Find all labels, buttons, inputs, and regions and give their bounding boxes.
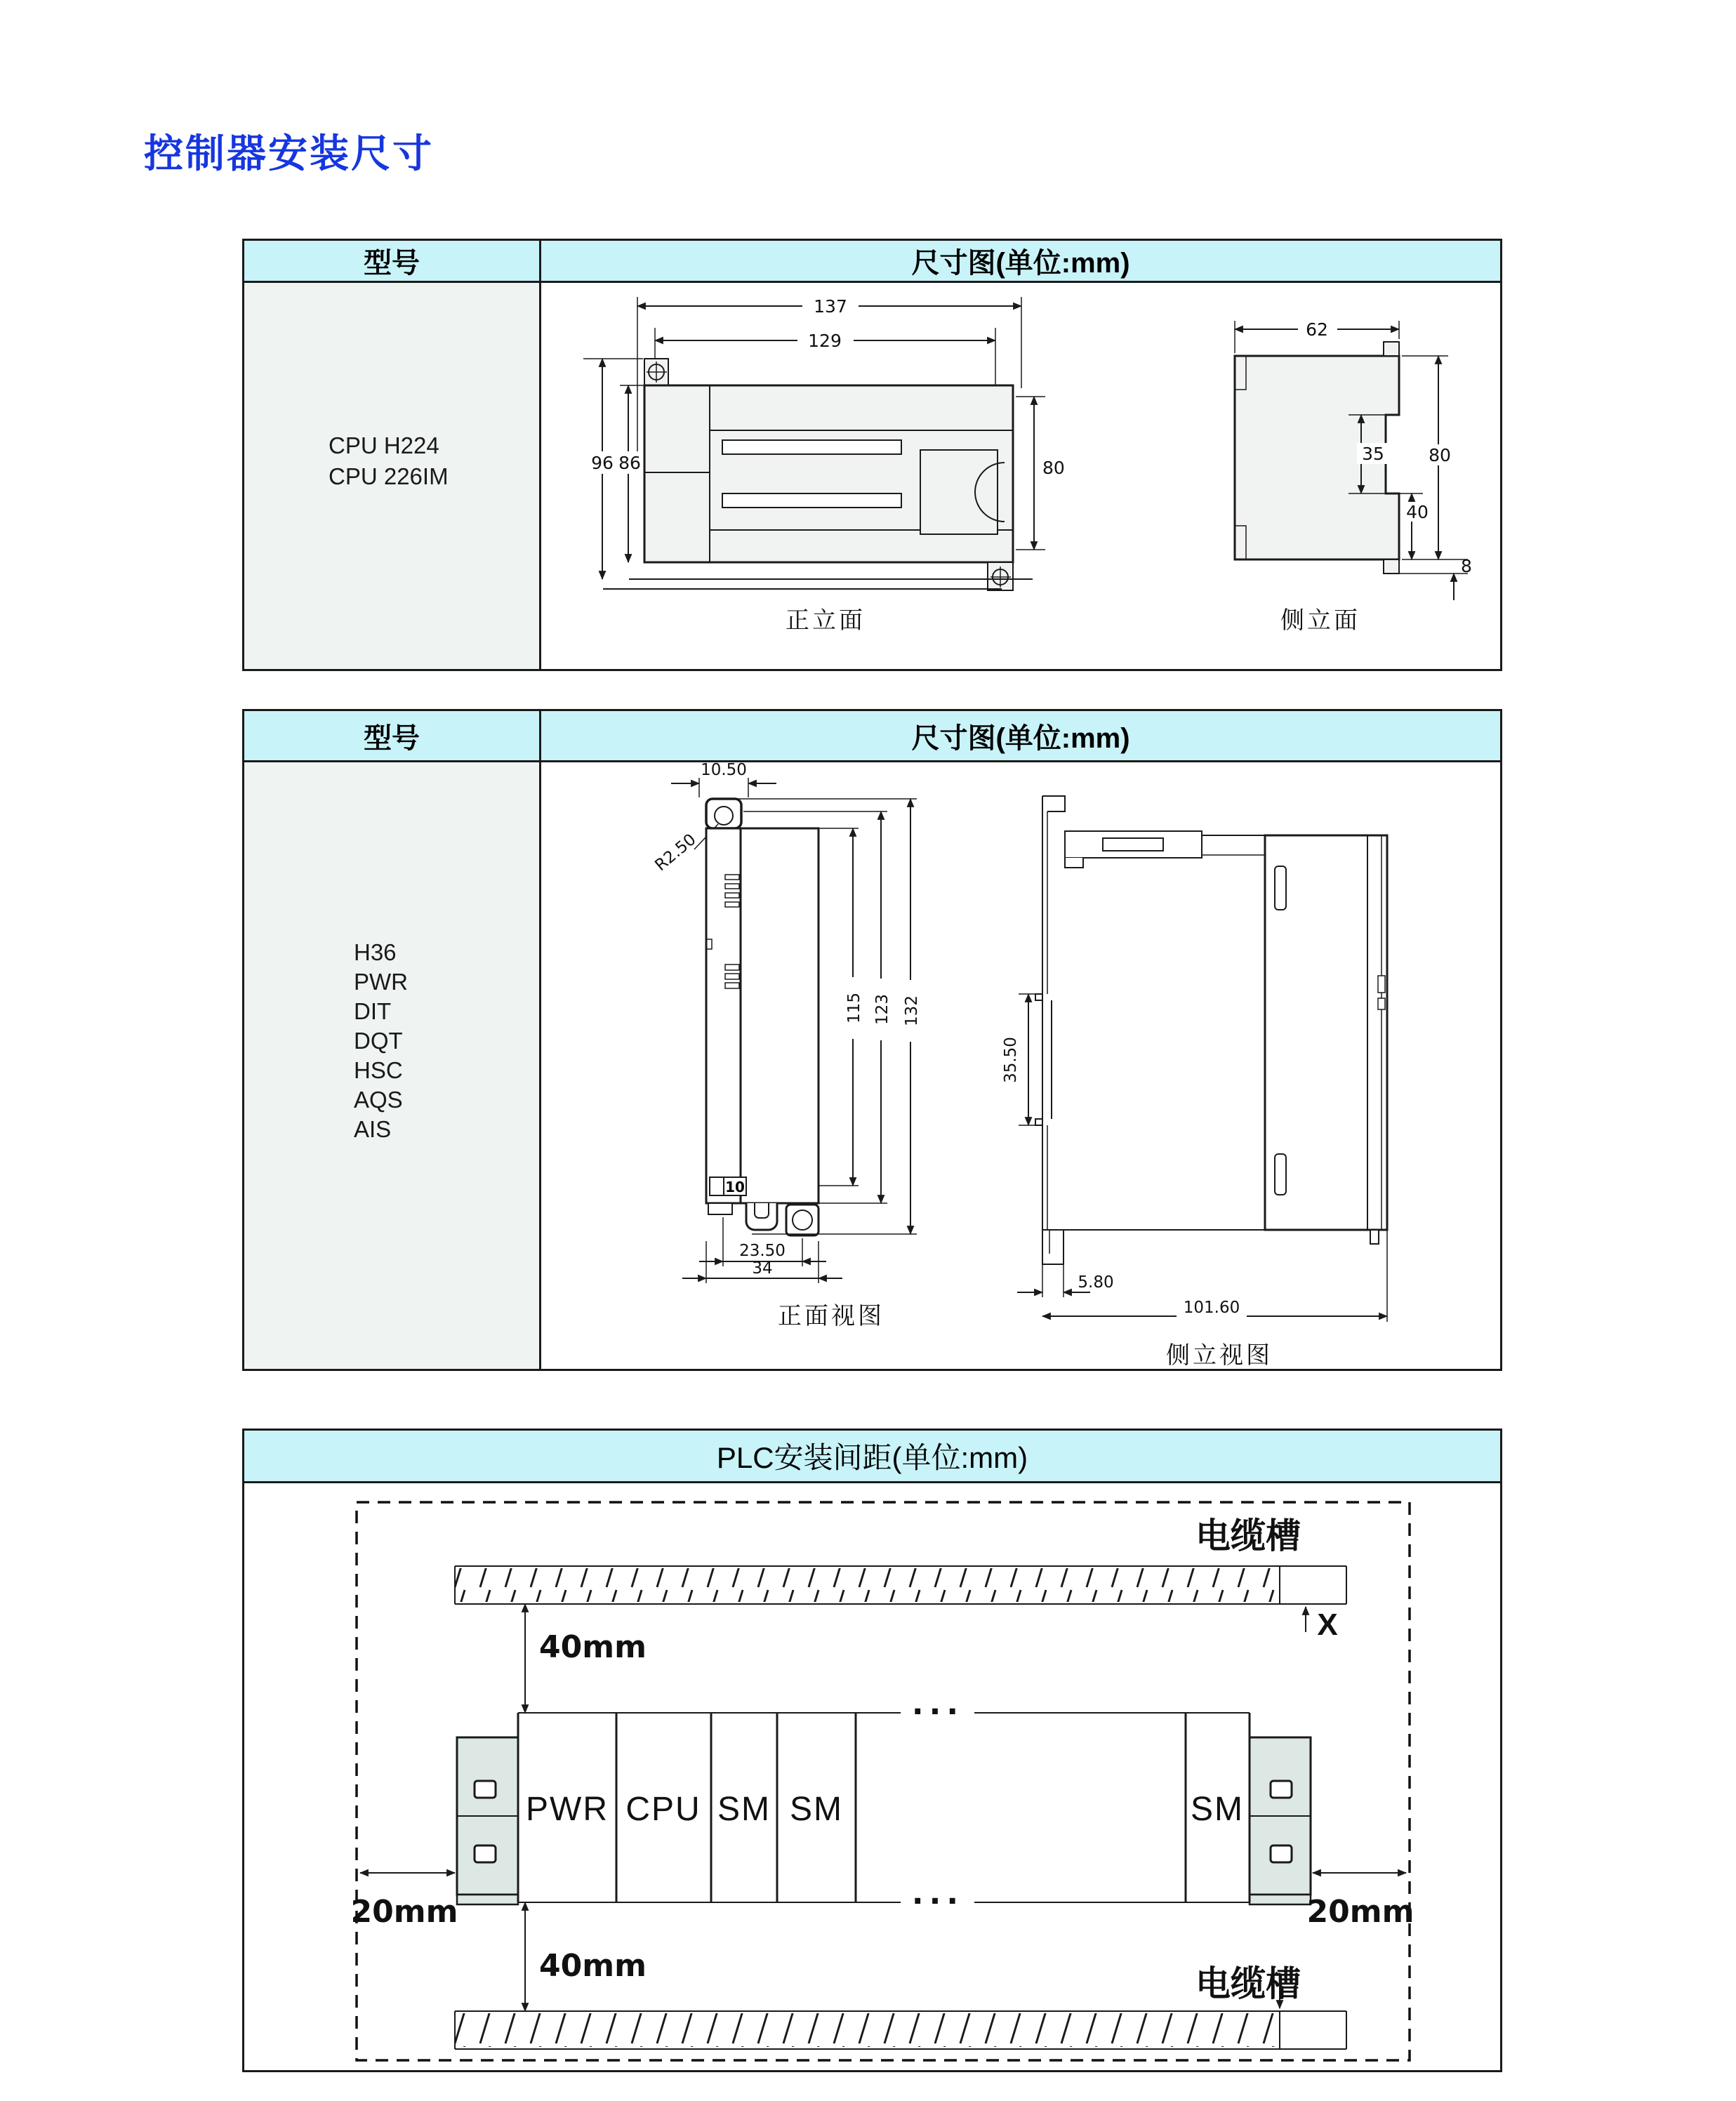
table2-model-cell xyxy=(244,762,541,1369)
cable-tray-top-label: 电缆槽 xyxy=(1195,1516,1301,1556)
dim-w2350: 23.50 xyxy=(739,1242,786,1260)
table1-model-cell xyxy=(244,283,541,669)
side-view-caption: 侧立视图 xyxy=(1166,1342,1273,1369)
table1-dimension-cell xyxy=(541,283,1500,669)
gap-right-20mm xyxy=(1307,1873,1414,1930)
x-marker-label: X xyxy=(1317,1608,1338,1642)
table-module-dimensions xyxy=(242,709,1502,1371)
model-list xyxy=(244,762,539,1144)
cpu-front-view xyxy=(583,296,1065,634)
model-item: DIT xyxy=(354,998,392,1024)
gap-bottom-40mm xyxy=(525,1902,647,2011)
model-item: CPU 226IM xyxy=(329,463,449,489)
table1-body-row xyxy=(244,283,1500,669)
module-front-view xyxy=(651,762,921,1330)
badge-10: 10 xyxy=(725,1179,745,1195)
model-item: AIS xyxy=(354,1116,392,1142)
dim-rail-notch: 35.50 xyxy=(1002,1037,1020,1083)
dim-tab-width: 10.50 xyxy=(701,762,747,779)
module-dimension-drawing xyxy=(541,762,1500,1369)
side-view-caption: 侧立面 xyxy=(1280,607,1360,634)
module-cpu: CPU xyxy=(625,1791,701,1828)
page-title: 控制器安装尺寸 xyxy=(144,131,434,175)
module-sm2: SM xyxy=(790,1791,843,1828)
model-item: CPU H224 xyxy=(329,432,439,458)
table2-body-row xyxy=(244,762,1500,1369)
dim-tab: 8 xyxy=(1461,556,1472,576)
front-view-caption: 正立面 xyxy=(786,607,866,634)
svg-defs xyxy=(0,0,1,1)
module-sm1: SM xyxy=(717,1791,771,1828)
table2-dimension-cell xyxy=(541,762,1500,1369)
cpu-side-view xyxy=(1235,319,1472,634)
model-list xyxy=(244,283,539,492)
end-bracket-right xyxy=(1250,1737,1311,1904)
dim-width-outer: 137 xyxy=(814,296,847,317)
plc-spacing-section xyxy=(242,1429,1502,2072)
table-cpu-dimensions xyxy=(242,239,1502,671)
gap-top-40mm xyxy=(525,1604,647,1713)
continuation-dots-bottom: ··· xyxy=(911,1883,965,1919)
model-item: DQT xyxy=(354,1028,403,1054)
table1-header-row xyxy=(244,241,1500,283)
plc-spacing-svg xyxy=(244,1483,1500,2070)
cable-tray-bottom-label: 电缆槽 xyxy=(1195,1964,1301,2003)
dim-depth: 62 xyxy=(1306,319,1328,340)
dim-lower: 40 xyxy=(1406,502,1429,522)
dim-depth: 101.60 xyxy=(1183,1299,1240,1317)
dim-width-inner: 129 xyxy=(808,331,842,351)
table2-header-row xyxy=(244,711,1500,762)
cable-tray-top xyxy=(455,1516,1346,1604)
end-bracket-left xyxy=(457,1737,518,1904)
gap-left-20mm xyxy=(351,1873,458,1930)
x-axis-marker xyxy=(1306,1607,1338,1642)
model-item: AQS xyxy=(354,1087,403,1113)
model-item: PWR xyxy=(354,969,408,995)
module-side-view xyxy=(1002,796,1387,1369)
dim-rail-groove: 35 xyxy=(1362,444,1384,464)
gap-top-label: 40mm xyxy=(539,1629,647,1665)
gap-bottom-label: 40mm xyxy=(539,1948,647,1984)
gap-left-label: 20mm xyxy=(350,1894,458,1930)
module-sm-last: SM xyxy=(1191,1791,1244,1828)
front-view-caption: 正面视图 xyxy=(778,1303,884,1330)
dim-side-height: 80 xyxy=(1429,445,1451,465)
gap-right-label: 20mm xyxy=(1306,1894,1414,1930)
table1-header-model: 型号 xyxy=(244,241,541,281)
cpu-dimension-drawing xyxy=(541,283,1500,669)
plc-spacing-diagram xyxy=(244,1483,1500,2070)
dim-foot: 5.80 xyxy=(1078,1273,1114,1292)
table2-header-dim: 尺寸图(单位:mm) xyxy=(911,722,1130,754)
model-item: HSC xyxy=(354,1057,403,1083)
table2-header-model: 型号 xyxy=(244,711,541,760)
dim-w34: 34 xyxy=(752,1259,773,1278)
continuation-dots-top: ··· xyxy=(911,1694,965,1730)
dim-height-outer: 96 xyxy=(591,453,614,473)
plc-spacing-title: PLC安装间距(单位:mm) xyxy=(244,1431,1500,1483)
dim-h115: 115 xyxy=(845,993,863,1023)
dim-h132: 132 xyxy=(903,995,921,1026)
plc-module-rack xyxy=(457,1694,1311,1919)
dim-right-height: 80 xyxy=(1042,458,1065,478)
module-pwr: PWR xyxy=(526,1791,609,1828)
dim-height-inner: 86 xyxy=(618,453,641,473)
dim-corner-radius: R2.50 xyxy=(651,830,700,875)
model-item: H36 xyxy=(354,939,397,965)
dim-h123: 123 xyxy=(873,994,892,1025)
table1-header-dim: 尺寸图(单位:mm) xyxy=(911,248,1130,279)
